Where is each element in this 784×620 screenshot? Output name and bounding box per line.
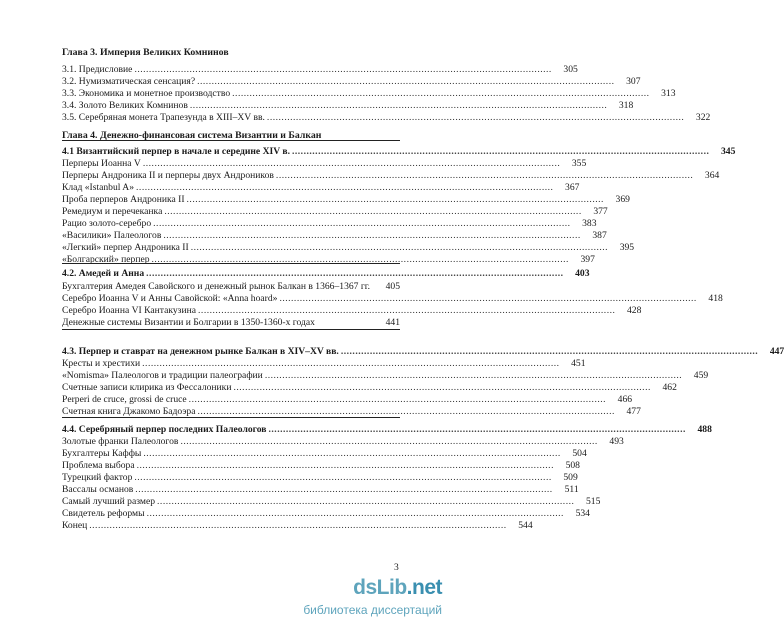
watermark-subtitle: библиотека диссертаций [303, 603, 442, 617]
leader-dots [265, 370, 682, 382]
toc-entry[interactable] [62, 112, 711, 124]
toc-entry-page: 515 [586, 496, 601, 507]
toc-entry[interactable] [62, 520, 533, 532]
toc-section-label: 4.3. Перпер и ставрат на денежном рынке Балкан в XIV–XV вв. [62, 346, 339, 357]
leader-dots [153, 218, 570, 230]
chapter-3-title: Глава 3. Империя Великих Комнинов [62, 47, 229, 58]
chapter-4-title: Глава 4. Денежно-финансовая система Византии и Балкан [62, 130, 322, 141]
toc-entry-page: 369 [615, 194, 630, 205]
toc-entry[interactable] [62, 254, 595, 266]
toc-entry[interactable] [62, 206, 608, 218]
toc-entry-page: 367 [565, 182, 580, 193]
toc-entry-page: 462 [662, 382, 677, 393]
toc-entry-label: 3.5. Серебряная монета Трапезунда в XIII–XV вв. [62, 112, 265, 123]
toc-entry-page: 318 [618, 100, 634, 111]
toc-entry[interactable] [62, 460, 580, 472]
divider [62, 329, 400, 330]
toc-entry[interactable] [62, 170, 720, 182]
toc-entry-page: 544 [518, 520, 533, 531]
watermark-logo [353, 576, 442, 600]
leader-dots [189, 394, 606, 406]
toc-entry-label: Счетная книга Джакомо Бадоэра [62, 406, 196, 417]
toc-entry-page: 477 [626, 406, 641, 417]
toc-entry-page: 493 [609, 436, 624, 447]
toc-entry-label: Проба перперов Андроника II [62, 194, 185, 205]
toc-entry-label: «Легкий» перпер Андроника II [62, 242, 189, 253]
toc-entry-label: 3.1. Предисловие [62, 64, 133, 75]
toc-entry-label: Perperi de cruce, grossi de cruce [62, 394, 187, 405]
toc-entry-page: 509 [563, 472, 578, 483]
toc-entry[interactable] [62, 100, 634, 112]
toc-entry-page: 307 [626, 76, 641, 87]
toc-entry-label: Серебро Иоанна VI Кантакузина [62, 305, 197, 316]
toc-section-label: 4.2. Амедей и Анна [62, 268, 145, 279]
toc-entry-label: Бухгалтеры Каффы [62, 448, 142, 459]
toc-entry-label: Проблема выбора [62, 460, 135, 471]
toc-entry[interactable] [62, 436, 624, 448]
toc-entry-page: 466 [617, 394, 633, 405]
leader-dots [152, 254, 569, 266]
leader-dots [190, 100, 607, 112]
toc-entry[interactable] [62, 317, 400, 329]
toc-entry-page: 377 [593, 206, 608, 217]
toc-entry[interactable] [62, 394, 633, 406]
toc-entry-page: 441 [385, 317, 400, 328]
leader-dots [143, 448, 560, 460]
toc-entry-label: Бухгалтерия Амедея Савойского и денежный рынок Балкан в 1366–1367 гг. [62, 281, 371, 292]
page-number: 3 [394, 562, 399, 573]
leader-dots [198, 305, 615, 317]
leader-dots [143, 158, 560, 170]
toc-entry[interactable] [62, 88, 676, 100]
leader-dots [164, 206, 581, 218]
toc-entry-label: 3.2. Нумизматическая сенсация? [62, 76, 196, 87]
watermark-logo-suffix: .net [406, 576, 442, 599]
toc-section-page: 447 [769, 346, 784, 357]
toc-entry[interactable] [62, 508, 590, 520]
toc-entry-page: 395 [619, 242, 635, 253]
toc-entry[interactable] [62, 496, 601, 508]
leader-dots [269, 424, 686, 436]
divider [62, 263, 400, 264]
toc-entry-page: 508 [565, 460, 580, 471]
toc-entry-page: 534 [575, 508, 590, 519]
toc-entry-label: Перперы Андроника II и перперы двух Андроников [62, 170, 274, 181]
leader-dots [135, 484, 552, 496]
toc-entry-label: Свидетель реформы [62, 508, 145, 519]
toc-entry[interactable] [62, 484, 579, 496]
toc-section-label: 4.4. Серебряный перпер последних Палеологов [62, 424, 267, 435]
leader-dots [232, 88, 649, 100]
toc-entry-label: Денежные системы Византии и Болгарии в 1350-1360-х годах [62, 317, 315, 328]
leader-dots [134, 64, 551, 76]
toc-entry-page: 451 [571, 358, 586, 369]
toc-entry-label: Самый лучший размер [62, 496, 156, 507]
leader-dots [146, 268, 563, 280]
toc-entry[interactable] [62, 358, 586, 370]
toc-section[interactable] [62, 424, 712, 436]
toc-entry-label: Турецкий фактор [62, 472, 133, 483]
toc-entry-label: Счетные записи клирика из Фессалоники [62, 382, 232, 393]
leader-dots [163, 230, 580, 242]
toc-entry[interactable] [62, 472, 578, 484]
toc-entry-label: Конец [62, 520, 88, 531]
toc-entry-label: «Болгарский» перпер [62, 254, 150, 265]
leader-dots [147, 508, 564, 520]
watermark[interactable] [300, 576, 450, 620]
toc-entry-label: «Nomisma» Палеологов и традиции палеографии [62, 370, 263, 381]
leader-dots [134, 472, 551, 484]
toc-entry-label: Серебро Иоанна V и Анны Савойской: «Anna hoard» [62, 293, 278, 304]
toc-section-page: 345 [720, 146, 736, 157]
toc-entry-label: Вассалы османов [62, 484, 134, 495]
toc-section[interactable] [62, 346, 784, 358]
toc-entry-page: 322 [695, 112, 711, 123]
leader-dots [197, 76, 614, 88]
toc-entry-label: Кресты и хрестихи [62, 358, 141, 369]
leader-dots [142, 358, 559, 370]
toc-section[interactable] [62, 146, 736, 158]
toc-entry-label: «Василики» Палеологов [62, 230, 162, 241]
toc-entry[interactable] [62, 64, 578, 76]
divider [62, 417, 400, 418]
toc-section-page: 403 [575, 268, 590, 279]
toc-entry-page: 305 [563, 64, 578, 75]
toc-entry[interactable] [62, 448, 587, 460]
leader-dots [89, 520, 506, 532]
toc-entry-label: 3.3. Экономика и монетное производство [62, 88, 231, 99]
toc-section[interactable] [62, 268, 590, 280]
toc-entry-page: 364 [704, 170, 720, 181]
watermark-logo-prefix: dsLib [353, 576, 407, 599]
toc-entry-page: 459 [693, 370, 709, 381]
toc-entry-page: 383 [582, 218, 597, 229]
leader-dots [279, 293, 696, 305]
toc-entry[interactable] [62, 382, 677, 394]
toc-entry-label: Ремедиум и перечеканка [62, 206, 163, 217]
toc-entry-page: 428 [627, 305, 642, 316]
toc-entry[interactable] [62, 182, 580, 194]
toc-entry[interactable] [62, 230, 607, 242]
toc-entry-label: Перперы Иоанна V [62, 158, 141, 169]
leader-dots [136, 182, 553, 194]
toc-entry[interactable] [62, 242, 635, 254]
toc-entry[interactable] [62, 158, 587, 170]
toc-entry[interactable] [62, 194, 630, 206]
toc-entry[interactable] [62, 281, 400, 293]
toc-entry[interactable] [62, 370, 709, 382]
toc-entry-page: 405 [385, 281, 400, 292]
toc-entry-page: 504 [572, 448, 587, 459]
toc-entry-page: 387 [592, 230, 607, 241]
divider [62, 140, 400, 141]
toc-section-page: 488 [697, 424, 712, 435]
leader-dots [233, 382, 650, 394]
toc-entry-page: 355 [571, 158, 587, 169]
leader-dots [191, 242, 608, 254]
toc-entry[interactable] [62, 76, 641, 88]
leader-dots [137, 460, 554, 472]
toc-entry-label: Рацио золото-серебро [62, 218, 152, 229]
toc-entry-label: 3.4. Золото Великих Комнинов [62, 100, 188, 111]
toc-entry-label: Клад «Istanbul A» [62, 182, 135, 193]
leader-dots [341, 346, 758, 358]
leader-dots [292, 146, 709, 158]
toc-entry-page: 313 [661, 88, 676, 99]
toc-section-label: 4.1 Византийский перпер в начале и середине XIV в. [62, 146, 290, 157]
leader-dots [267, 112, 684, 124]
leader-dots [187, 194, 604, 206]
toc-entry-label: Золотые франки Палеологов [62, 436, 179, 447]
toc-entry[interactable] [62, 293, 723, 305]
toc-entry[interactable] [62, 218, 597, 230]
toc-entry[interactable] [62, 305, 642, 317]
leader-dots [157, 496, 574, 508]
toc-entry-page: 418 [708, 293, 723, 304]
leader-dots [180, 436, 597, 448]
leader-dots [276, 170, 693, 182]
toc-entry-page: 397 [580, 254, 595, 265]
toc-entry-page: 511 [564, 484, 579, 495]
